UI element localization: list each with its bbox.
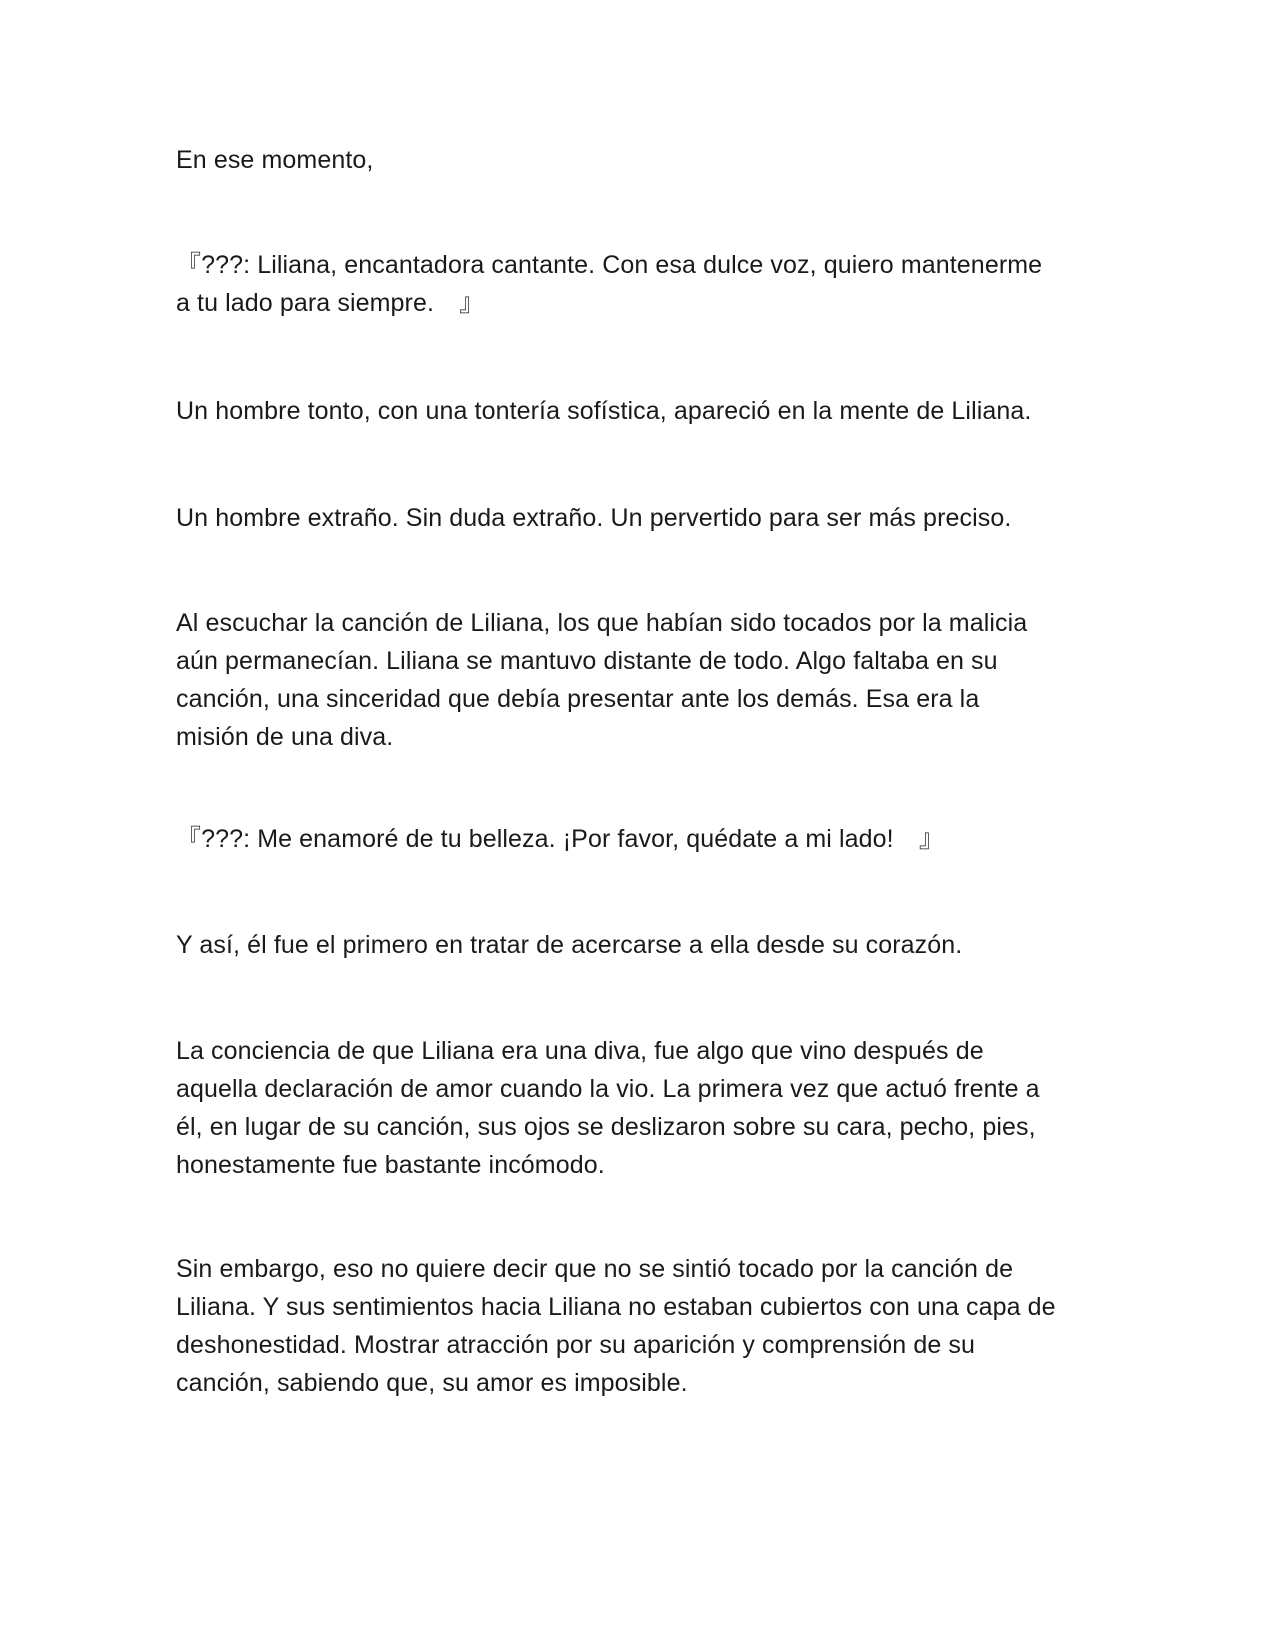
paragraph-9 [176,1250,1106,1402]
paragraph-line: Y así, él fue el primero en tratar de acercarse a ella desde su corazón. [176,931,963,959]
paragraph-7 [176,926,1106,964]
paragraph-3 [176,392,1106,430]
paragraph-line: Liliana. Y sus sentimientos hacia Liliana no estaban cubiertos con una capa de [176,1293,1056,1321]
paragraph-line: canción, una sinceridad que debía presentar ante los demás. Esa era la [176,685,980,713]
paragraph-line: 『???: Me enamoré de tu belleza. ¡Por favor, quédate a mi lado! 』 [176,825,944,853]
paragraph-8 [176,1032,1106,1184]
paragraph-line: Un hombre tonto, con una tontería sofística, apareció en la mente de Liliana. [176,397,1032,425]
paragraph-line: 『???: Liliana, encantadora cantante. Con esa dulce voz, quiero mantenerme [176,251,1043,279]
paragraph-line: Un hombre extraño. Sin duda extraño. Un pervertido para ser más preciso. [176,504,1012,532]
paragraph-1 [176,141,1106,179]
paragraph-line: Sin embargo, eso no quiere decir que no se sintió tocado por la canción de [176,1255,1014,1283]
paragraph-2-dialogue [176,246,1106,322]
paragraph-line: aún permanecían. Liliana se mantuvo distante de todo. Algo faltaba en su [176,647,998,675]
paragraph-line: honestamente fue bastante incómodo. [176,1151,605,1179]
paragraph-line: En ese momento, [176,146,374,174]
paragraph-6-dialogue [176,820,1106,858]
paragraph-line: canción, sabiendo que, su amor es imposible. [176,1369,688,1397]
paragraph-line: Al escuchar la canción de Liliana, los que habían sido tocados por la malicia [176,609,1028,637]
paragraph-5 [176,604,1106,756]
paragraph-line: misión de una diva. [176,723,394,751]
paragraph-4 [176,499,1106,537]
paragraph-line: aquella declaración de amor cuando la vio. La primera vez que actuó frente a [176,1075,1040,1103]
paragraph-line: a tu lado para siempre. 』 [176,289,485,317]
paragraph-line: él, en lugar de su canción, sus ojos se deslizaron sobre su cara, pecho, pies, [176,1113,1036,1141]
paragraph-line: La conciencia de que Liliana era una diva, fue algo que vino después de [176,1037,984,1065]
paragraph-line: deshonestidad. Mostrar atracción por su aparición y comprensión de su [176,1331,975,1359]
